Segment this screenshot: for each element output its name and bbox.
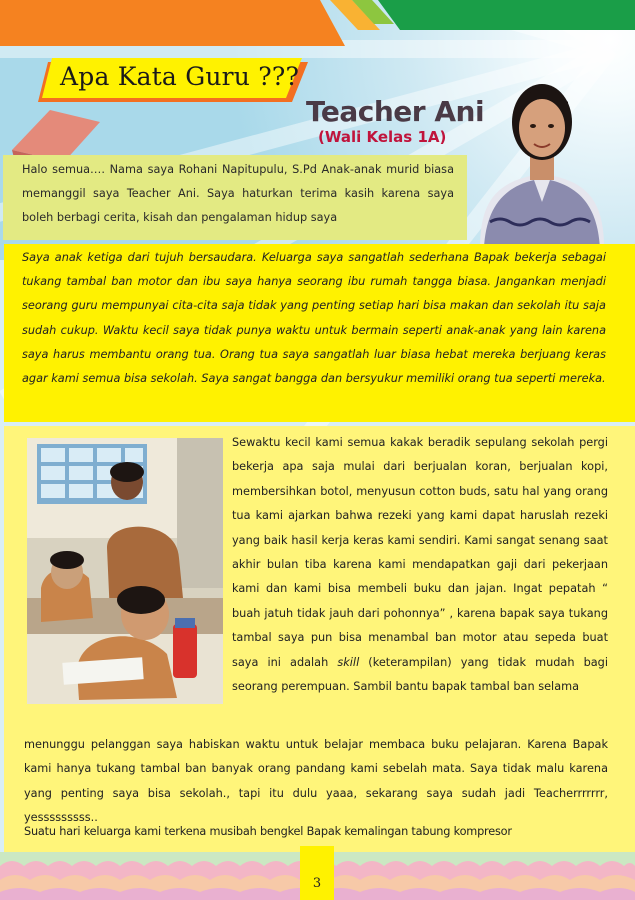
teacher-name: Teacher Ani: [306, 95, 485, 128]
page-title: Apa Kata Guru ???: [60, 62, 300, 91]
skill-word: skill: [337, 655, 360, 669]
paragraph-2-text: Sewaktu kecil kami semua kakak beradik sepulang sekolah pergi bekerja apa saja mulai dari berjualan koran, berjualan kopi, membersihkan botol, menyusun cotton buds, satu hal yang orang tua kami ajarkan bahwa rezeki yang kami dapat haruslah rezeki yang baik hasil kerja keras kami sendiri. Kami sangat senang saat akhir bulan tiba karena kami mendapatkan gaji dari pekerjaan kami dan kami bisa membeli buku dan jajan. Ingat pepatah “ buah jatuh tidak jauh dari pohonnya” , karena bapak saya tukang tambal saya pun bisa menambal ban motor atau sepeda buat saya ini adalah: [232, 436, 608, 669]
intro-paragraph: Halo semua…. Nama saya Rohani Napitupulu, S.Pd Anak-anak murid biasa memanggil saya Teacher Ani. Saya haturkan terima kasih karena saya boleh berbagi cerita, kisah dan pengalaman hidup saya: [22, 163, 454, 224]
page-number-box: [300, 846, 334, 900]
paragraph-2-continuation: menunggu pelanggan saya habiskan waktu untuk belajar membaca buku pelajaran. Karena Bapak kami hanya tukang tambal ban banyak orang pandang kami sebelah mata. Saya tidak malu karena yang penting saya bisa sekolah., tapi itu dulu yaaa, sekarang saya sudah jadi Teacherrrrrrr, yesssssssss..: [24, 738, 608, 825]
paragraph-2-text-end: (keterampilan) yang tidak mudah bagi seorang perempuan. Sambil bantu bapak tambal ban selama: [232, 655, 608, 694]
classroom-photo: [27, 438, 223, 704]
teacher-class: (Wali Kelas 1A): [318, 128, 447, 146]
paragraph-2: [232, 431, 608, 699]
paragraph-1: Saya anak ketiga dari tujuh bersaudara. Keluarga saya sangatlah sederhana Bapak bekerja sebagai tukang tambal ban motor dan ibu saya hanya seorang ibu rumah tangga biasa. Jangankan menjadi seorang guru mempunyai cita-cita saja tidak yang penting setiap hari bisa makan dan sekolah itu saja sudah cukup. Waktu kecil saya tidak punya waktu untuk bermain seperti anak-anak yang lain karena saya harus membantu orang tua. Orang tua saya sangatlah luar biasa hebat mereka berjuang keras agar kami semua bisa sekolah. Saya sangat bangga dan bersyukur memiliki orang tua seperti mereka.: [22, 251, 606, 386]
page-number: 3: [312, 876, 322, 891]
top-decoration: [0, 0, 635, 46]
teacher-portrait: [474, 62, 610, 248]
paragraph-3-start: Suatu hari keluarga kami terkena musibah bengkel Bapak kemalingan tabung kompresor: [24, 825, 512, 838]
